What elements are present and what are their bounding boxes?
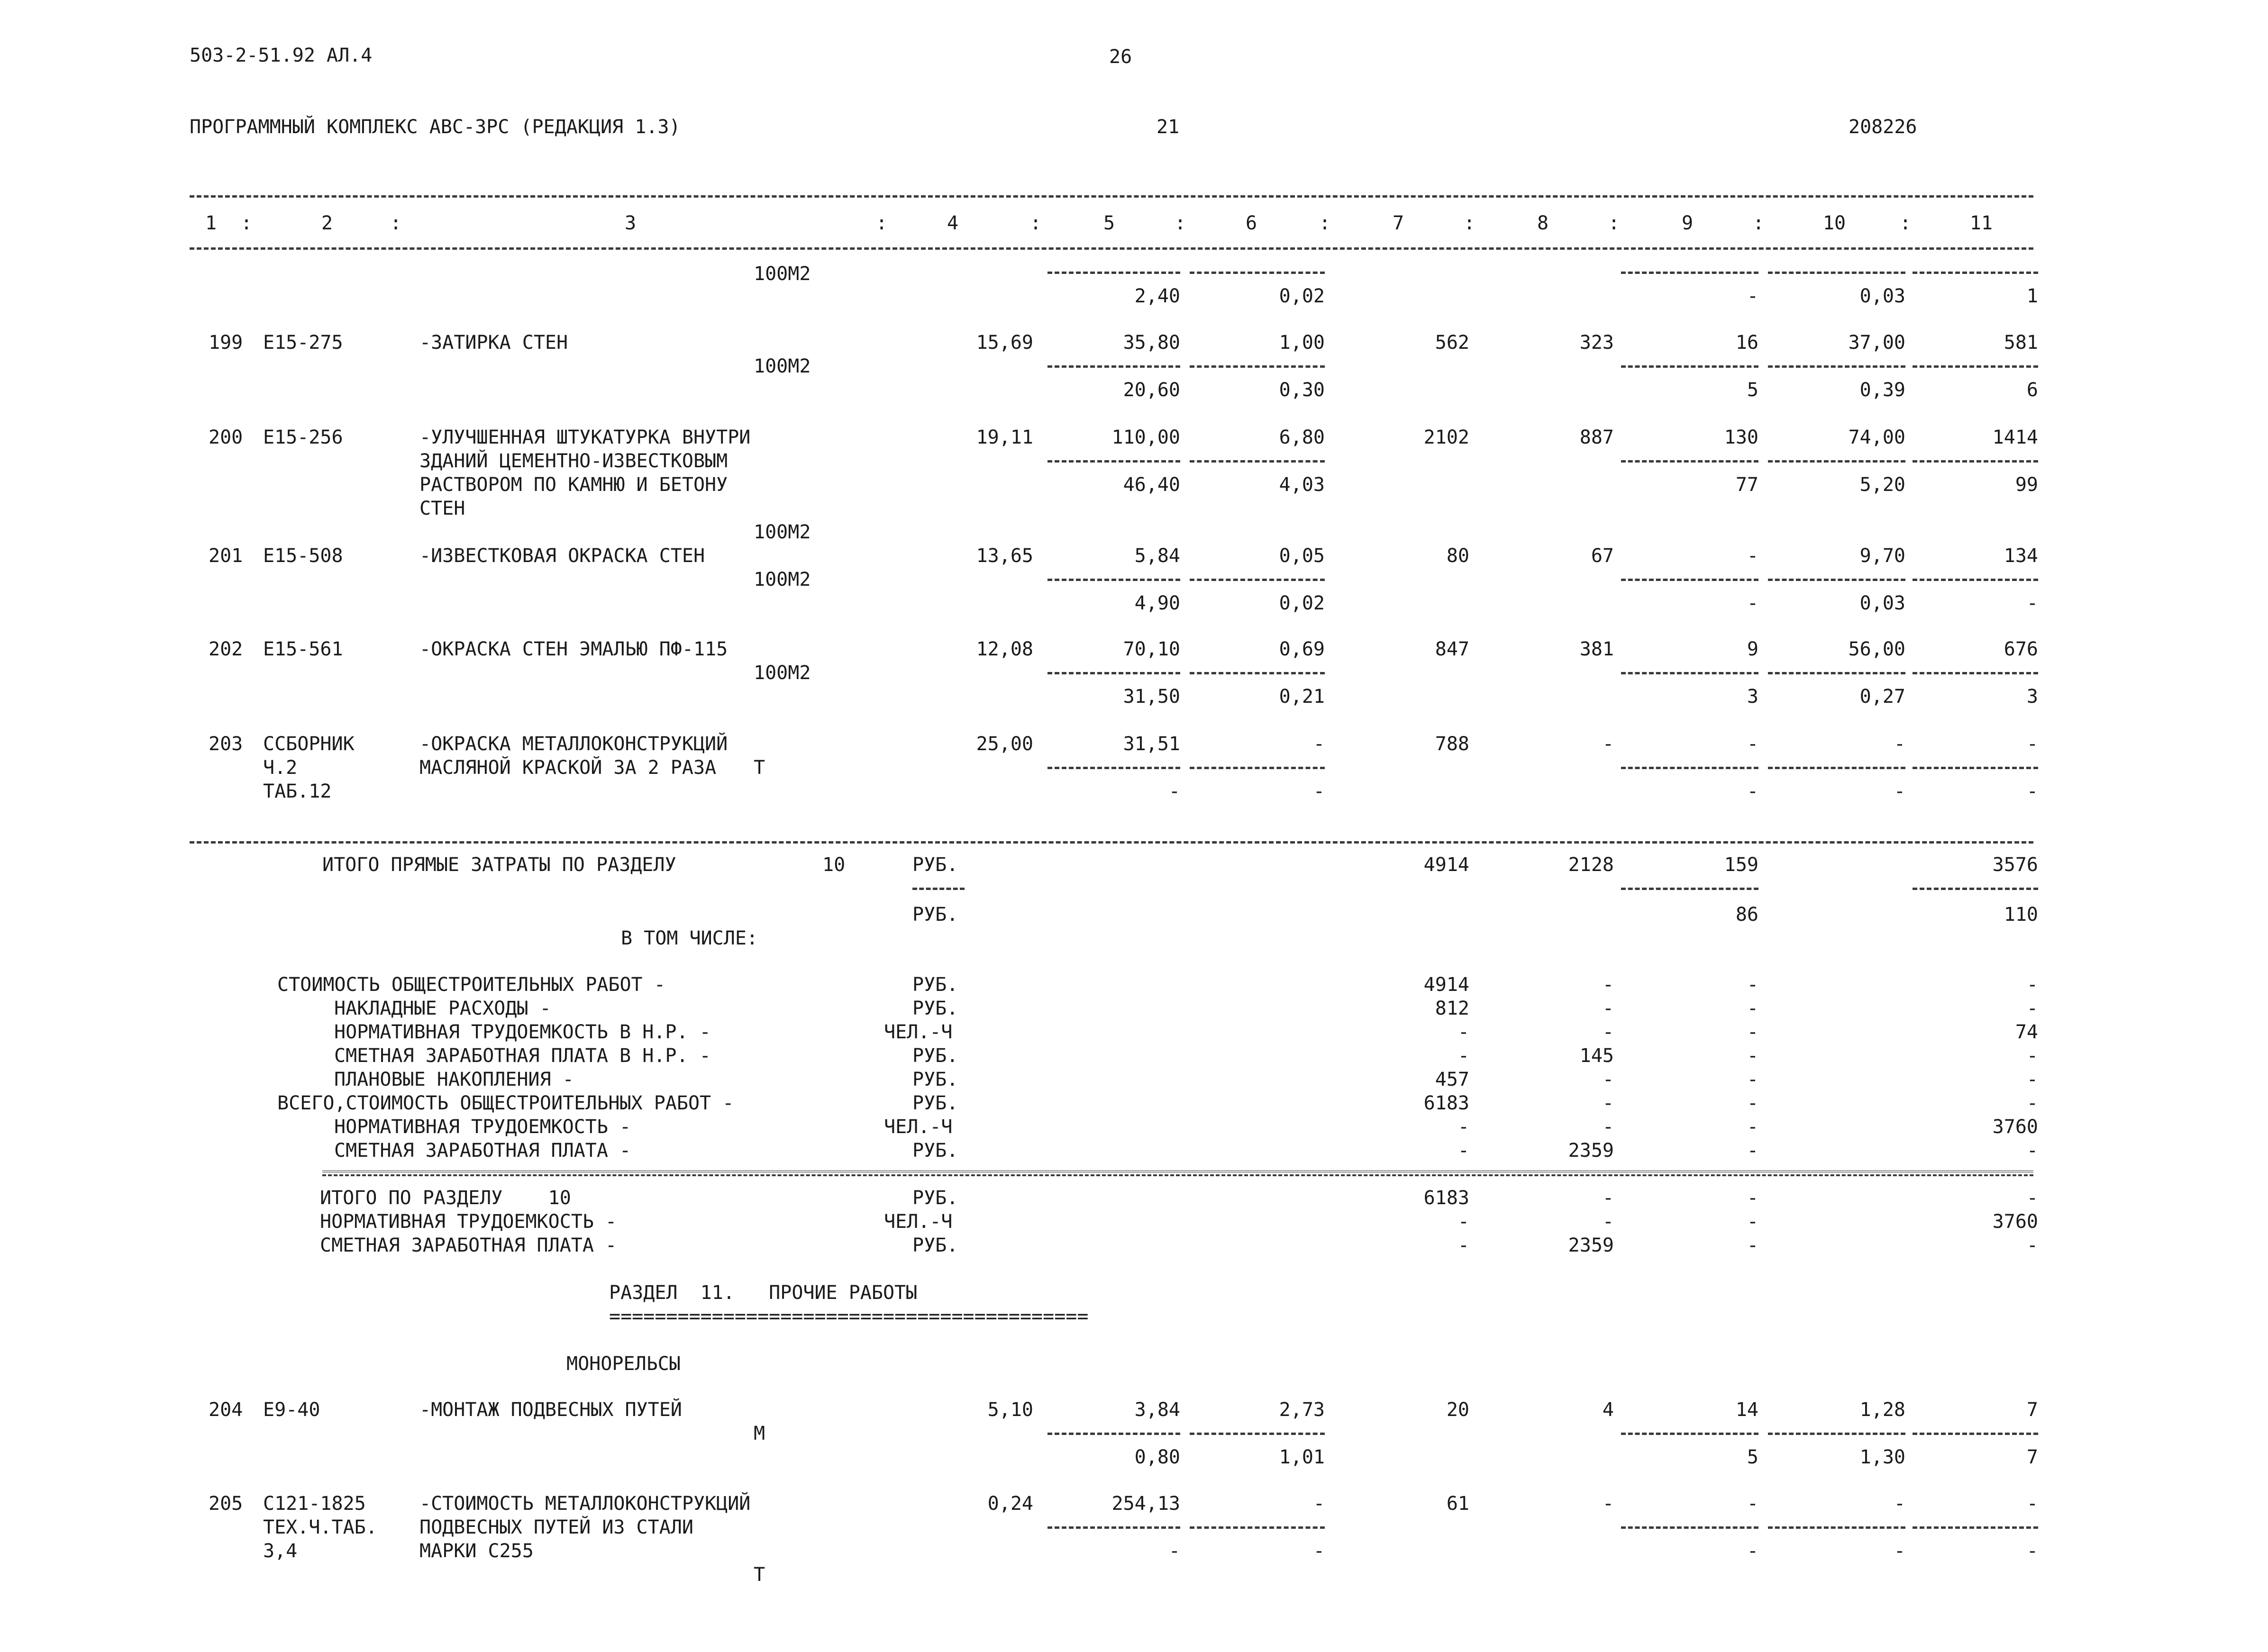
breakdown-label: НОРМАТИВНАЯ ТРУДОЕМКОСТЬ В Н.Р. - [334, 1021, 711, 1043]
breakdown-col8-value: - [1602, 1021, 1614, 1043]
value-divider [1768, 579, 1905, 581]
work-name: МАРКИ С255 [419, 1540, 534, 1562]
col6-lower-value: - [1313, 781, 1325, 802]
value-divider [1047, 365, 1180, 368]
col11-value: - [2026, 1493, 2038, 1515]
col10-value: 37,00 [1848, 332, 1905, 354]
col6-value: - [1313, 1493, 1325, 1515]
value-divider [1047, 1433, 1180, 1435]
col10-lower-value: 0,39 [1859, 379, 1905, 401]
value-divider [1913, 1526, 2038, 1529]
value-divider [1768, 460, 1905, 463]
value-divider [1913, 272, 2038, 274]
rate-code: Е15-508 [263, 545, 343, 567]
total-col7-value: 4914 [1423, 854, 1469, 876]
breakdown-col11-value: - [2026, 1069, 2038, 1090]
col9-value: 130 [1724, 427, 1758, 448]
position-number: 204 [209, 1399, 243, 1421]
col9-value: - [1747, 1493, 1758, 1515]
col11-value: 676 [2004, 638, 2038, 660]
breakdown-label: СМЕТНАЯ ЗАРАБОТНАЯ ПЛАТА - [334, 1140, 631, 1162]
rate-code: ТАБ.12 [263, 781, 332, 802]
work-name: -ОКРАСКА СТЕН ЭМАЛЬЮ ПФ-115 [419, 638, 728, 660]
subsection-title: МОНОРЕЛЬСЫ [566, 1353, 681, 1375]
work-name: ПОДВЕСНЫХ ПУТЕЙ ИЗ СТАЛИ [419, 1516, 693, 1538]
value-divider [1190, 272, 1325, 274]
breakdown-col8-value: - [1602, 1092, 1614, 1114]
col11-lower-value: 1 [2026, 285, 2038, 307]
col6-lower-value: - [1313, 1540, 1325, 1562]
position-number: 202 [209, 638, 243, 660]
section-total-col11-value: 3760 [1992, 1211, 2038, 1233]
value-divider [1913, 579, 2038, 581]
col5-value: 70,10 [1123, 638, 1180, 660]
breakdown-label: СТОИМОСТЬ ОБЩЕСТРОИТЕЛЬНЫХ РАБОТ - [277, 974, 665, 996]
col6-lower-value: 0,30 [1279, 379, 1325, 401]
value-divider [1913, 1433, 2038, 1435]
total-col11-lower-value: 110 [2004, 904, 2038, 926]
unit-label: ЧЕЛ.-Ч [884, 1116, 953, 1138]
section-total-col7-value: - [1457, 1234, 1469, 1256]
section-total-label: НОРМАТИВНАЯ ТРУДОЕМКОСТЬ - [320, 1211, 617, 1233]
rate-code: Е15-256 [263, 427, 343, 448]
value-divider [1913, 767, 2038, 769]
section-total-rule [322, 1171, 2033, 1176]
breakdown-label: СМЕТНАЯ ЗАРАБОТНАЯ ПЛАТА В Н.Р. - [334, 1045, 711, 1067]
quantity-value: 12,08 [976, 638, 1033, 660]
section-total-col11-value: - [2026, 1234, 2038, 1256]
breakdown-label: НАКЛАДНЫЕ РАСХОДЫ - [334, 998, 551, 1019]
col10-value: - [1894, 1493, 1905, 1515]
col6-value: 0,05 [1279, 545, 1325, 567]
work-name: МАСЛЯНОЙ КРАСКОЙ ЗА 2 РАЗА [419, 757, 717, 779]
section-title: РАЗДЕЛ 11. ПРОЧИЕ РАБОТЫ [609, 1282, 918, 1304]
column-number: 3 [624, 212, 637, 234]
value-divider [1768, 365, 1905, 368]
section-total-col9-value: - [1747, 1234, 1758, 1256]
col7-value: 847 [1435, 638, 1469, 660]
total-col11-value: 3576 [1992, 854, 2038, 876]
value-divider [1047, 1526, 1180, 1529]
column-separator: : [1319, 212, 1331, 234]
column-separator: : [1174, 212, 1186, 234]
col6-lower-value: 0,02 [1279, 592, 1325, 614]
col9-lower-value: 77 [1735, 474, 1758, 496]
col8-value: 887 [1579, 427, 1614, 448]
section-total-col11-value: - [2026, 1187, 2038, 1209]
col11-lower-value: 6 [2026, 379, 2038, 401]
col9-lower-value: 5 [1747, 1446, 1758, 1468]
col10-value: 74,00 [1848, 427, 1905, 448]
col6-value: 6,80 [1279, 427, 1325, 448]
rate-code: Е15-561 [263, 638, 343, 660]
col7-value: 562 [1435, 332, 1469, 354]
quantity-value: 19,11 [976, 427, 1033, 448]
col6-lower-value: 0,21 [1279, 686, 1325, 708]
col6-lower-value: 0,02 [1279, 285, 1325, 307]
column-separator: : [390, 212, 402, 234]
work-name: РАСТВОРОМ ПО КАМНЮ И БЕТОНУ [419, 474, 728, 496]
breakdown-col8-value: - [1602, 998, 1614, 1019]
col10-value: 56,00 [1848, 638, 1905, 660]
table-top-rule [190, 195, 2033, 198]
breakdown-col11-value: 3760 [1992, 1116, 2038, 1138]
value-divider [912, 888, 965, 890]
unit-label: РУБ. [912, 974, 958, 996]
unit-label: 100М2 [754, 569, 811, 590]
col5-value: 254,13 [1111, 1493, 1180, 1515]
column-separator: : [1463, 212, 1476, 234]
section-total-label: ИТОГО ПО РАЗДЕЛУ 10 [320, 1187, 571, 1209]
breakdown-col11-value: - [2026, 974, 2038, 996]
col7-value: 80 [1446, 545, 1469, 567]
col10-lower-value: 5,20 [1859, 474, 1905, 496]
breakdown-label: НОРМАТИВНАЯ ТРУДОЕМКОСТЬ - [334, 1116, 631, 1138]
position-number: 199 [209, 332, 243, 354]
col9-value: - [1747, 545, 1758, 567]
col10-lower-value: - [1894, 781, 1905, 802]
column-number: 1 [205, 212, 217, 234]
value-divider [1190, 1526, 1325, 1529]
rate-code: С121-1825 [263, 1493, 366, 1515]
col9-lower-value: - [1747, 592, 1758, 614]
value-divider [1621, 272, 1758, 274]
col9-lower-value: - [1747, 781, 1758, 802]
col6-value: 2,73 [1279, 1399, 1325, 1421]
col9-value: 14 [1735, 1399, 1758, 1421]
col9-lower-value: - [1747, 1540, 1758, 1562]
col8-value: 381 [1579, 638, 1614, 660]
value-divider [1768, 272, 1905, 274]
col5-lower-value: 31,50 [1123, 686, 1180, 708]
unit-label: РУБ. [912, 998, 958, 1019]
value-divider [1913, 672, 2038, 674]
column-number: 8 [1537, 212, 1549, 234]
breakdown-col11-value: - [2026, 1140, 2038, 1162]
breakdown-col9-value: - [1747, 1021, 1758, 1043]
work-name: -ОКРАСКА МЕТАЛЛОКОНСТРУКЦИЙ [419, 733, 728, 755]
column-separator: : [1752, 212, 1765, 234]
quantity-value: 13,65 [976, 545, 1033, 567]
value-divider [1190, 672, 1325, 674]
unit-label: РУБ. [912, 1140, 958, 1162]
position-number: 201 [209, 545, 243, 567]
unit-label: РУБ. [912, 904, 958, 926]
section-total-col8-value: - [1602, 1187, 1614, 1209]
quantity-value: 0,24 [987, 1493, 1033, 1515]
quantity-value: 5,10 [987, 1399, 1033, 1421]
unit-label: РУБ. [912, 1187, 958, 1209]
section-number: 10 [822, 854, 846, 876]
total-direct-label: ИТОГО ПРЯМЫЕ ЗАТРАТЫ ПО РАЗДЕЛУ [322, 854, 676, 876]
section-total-col8-value: - [1602, 1211, 1614, 1233]
col5-lower-value: 0,80 [1134, 1446, 1180, 1468]
column-separator: : [240, 212, 253, 234]
unit-label: Т [754, 757, 765, 779]
col5-lower-value: 46,40 [1123, 474, 1180, 496]
breakdown-col7-value: 4914 [1423, 974, 1469, 996]
rate-code: Е9-40 [263, 1399, 320, 1421]
section-total-col8-value: 2359 [1568, 1234, 1614, 1256]
col6-lower-value: 1,01 [1279, 1446, 1325, 1468]
quantity-value: 15,69 [976, 332, 1033, 354]
value-divider [1621, 888, 1758, 890]
section-total-label: СМЕТНАЯ ЗАРАБОТНАЯ ПЛАТА - [320, 1234, 617, 1256]
col9-lower-value: - [1747, 285, 1758, 307]
col11-lower-value: - [2026, 1540, 2038, 1562]
col8-value: 4 [1602, 1399, 1614, 1421]
value-divider [1621, 1433, 1758, 1435]
breakdown-col7-value: - [1457, 1140, 1469, 1162]
col10-value: 9,70 [1859, 545, 1905, 567]
work-name: -УЛУЧШЕННАЯ ШТУКАТУРКА ВНУТРИ [419, 427, 751, 448]
col10-lower-value: 0,27 [1859, 686, 1905, 708]
value-divider [1768, 1526, 1905, 1529]
col10-lower-value: 1,30 [1859, 1446, 1905, 1468]
col8-value: 67 [1591, 545, 1614, 567]
column-separator: : [1899, 212, 1912, 234]
work-name: -ИЗВЕСТКОВАЯ ОКРАСКА СТЕН [419, 545, 705, 567]
section-total-col7-value: 6183 [1423, 1187, 1469, 1209]
col11-value: 7 [2026, 1399, 2038, 1421]
col10-lower-value: 0,03 [1859, 592, 1905, 614]
work-name: ЗДАНИЙ ЦЕМЕНТНО-ИЗВЕСТКОВЫМ [419, 450, 728, 472]
col11-lower-value: 99 [2015, 474, 2038, 496]
work-name: -СТОИМОСТЬ МЕТАЛЛОКОНСТРУКЦИЙ [419, 1493, 751, 1515]
position-number: 205 [209, 1493, 243, 1515]
breakdown-col9-value: - [1747, 998, 1758, 1019]
unit-label: РУБ. [912, 854, 958, 876]
value-divider [1047, 672, 1180, 674]
breakdown-col7-value: 457 [1435, 1069, 1469, 1090]
breakdown-col8-value: 145 [1579, 1045, 1614, 1067]
col5-value: 31,51 [1123, 733, 1180, 755]
page-number-top: 26 [1109, 46, 1132, 68]
col11-value: 581 [2004, 332, 2038, 354]
unit-label: 100М2 [754, 521, 811, 543]
doc-number: 208226 [1849, 116, 1917, 138]
column-number: 10 [1822, 212, 1846, 234]
rate-code: ТЕХ.Ч.ТАБ. [263, 1516, 377, 1538]
rate-code: Е15-275 [263, 332, 343, 354]
value-divider [1190, 365, 1325, 368]
value-divider [1621, 460, 1758, 463]
unit-label: РУБ. [912, 1069, 958, 1090]
breakdown-col11-value: - [2026, 1045, 2038, 1067]
column-number: 7 [1392, 212, 1404, 234]
col9-lower-value: 5 [1747, 379, 1758, 401]
col6-value: - [1313, 733, 1325, 755]
rate-code: Ч.2 [263, 757, 298, 779]
col11-lower-value: - [2026, 592, 2038, 614]
value-divider [1190, 460, 1325, 463]
value-divider [1913, 888, 2038, 890]
col9-value: 16 [1735, 332, 1758, 354]
col5-lower-value: 4,90 [1134, 592, 1180, 614]
program-title: ПРОГРАММНЫЙ КОМПЛЕКС АВС-3РС (РЕДАКЦИЯ 1.3) [190, 116, 681, 138]
total-col9-lower-value: 86 [1735, 904, 1758, 926]
col5-value: 5,84 [1134, 545, 1180, 567]
column-number: 4 [947, 212, 959, 234]
breakdown-col7-value: - [1457, 1021, 1469, 1043]
unit-label: РУБ. [912, 1234, 958, 1256]
breakdown-col11-value: - [2026, 998, 2038, 1019]
doc-code: 503-2-51.92 АЛ.4 [190, 45, 373, 66]
total-col8-value: 2128 [1568, 854, 1614, 876]
including-label: В ТОМ ЧИСЛЕ: [621, 927, 758, 949]
column-number: 9 [1681, 212, 1694, 234]
value-divider [1190, 579, 1325, 581]
col7-value: 61 [1446, 1493, 1469, 1515]
value-divider [1621, 579, 1758, 581]
col7-value: 788 [1435, 733, 1469, 755]
column-number: 5 [1103, 212, 1115, 234]
value-divider [1768, 767, 1905, 769]
breakdown-col8-value: - [1602, 1069, 1614, 1090]
col5-value: 110,00 [1111, 427, 1180, 448]
col7-value: 20 [1446, 1399, 1469, 1421]
column-separator: : [875, 212, 888, 234]
col10-value: - [1894, 733, 1905, 755]
value-divider [1047, 767, 1180, 769]
col6-lower-value: 4,03 [1279, 474, 1325, 496]
total-col9-value: 159 [1724, 854, 1758, 876]
value-divider [1913, 365, 2038, 368]
col6-value: 0,69 [1279, 638, 1325, 660]
col10-lower-value: 0,03 [1859, 285, 1905, 307]
position-number: 203 [209, 733, 243, 755]
section-title-underline: ========================================== [609, 1306, 1089, 1327]
col9-lower-value: 3 [1747, 686, 1758, 708]
col6-value: 1,00 [1279, 332, 1325, 354]
totals-top-rule [190, 841, 2033, 844]
value-divider [1768, 1433, 1905, 1435]
breakdown-col9-value: - [1747, 1045, 1758, 1067]
value-divider [1621, 672, 1758, 674]
breakdown-col7-value: 6183 [1423, 1092, 1469, 1114]
breakdown-col9-value: - [1747, 974, 1758, 996]
value-divider [1190, 1433, 1325, 1435]
breakdown-col8-value: - [1602, 974, 1614, 996]
column-separator: : [1029, 212, 1042, 234]
value-divider [1621, 767, 1758, 769]
col11-value: 1414 [1992, 427, 2038, 448]
col11-lower-value: 7 [2026, 1446, 2038, 1468]
col11-lower-value: 3 [2026, 686, 2038, 708]
value-divider [1621, 365, 1758, 368]
breakdown-col9-value: - [1747, 1092, 1758, 1114]
column-number: 6 [1245, 212, 1257, 234]
section-total-col9-value: - [1747, 1211, 1758, 1233]
breakdown-col7-value: 812 [1435, 998, 1469, 1019]
section-total-col7-value: - [1457, 1211, 1469, 1233]
breakdown-label: ПЛАНОВЫЕ НАКОПЛЕНИЯ - [334, 1069, 574, 1090]
breakdown-col11-value: 74 [2015, 1021, 2038, 1043]
column-number: 11 [1969, 212, 1993, 234]
col9-value: - [1747, 733, 1758, 755]
breakdown-label: ВСЕГО,СТОИМОСТЬ ОБЩЕСТРОИТЕЛЬНЫХ РАБОТ - [277, 1092, 734, 1114]
unit-label: РУБ. [912, 1092, 958, 1114]
value-divider [1621, 1526, 1758, 1529]
col5-value: 35,80 [1123, 332, 1180, 354]
breakdown-col7-value: - [1457, 1045, 1469, 1067]
value-divider [1190, 767, 1325, 769]
work-name: -ЗАТИРКА СТЕН [419, 332, 568, 354]
col5-lower-value: - [1168, 781, 1180, 802]
work-name: СТЕН [419, 498, 465, 519]
col8-value: 323 [1579, 332, 1614, 354]
header-bottom-rule [190, 247, 2033, 250]
breakdown-col9-value: - [1747, 1140, 1758, 1162]
col11-value: - [2026, 733, 2038, 755]
col7-value: 2102 [1423, 427, 1469, 448]
unit-label: Т [754, 1564, 765, 1586]
work-name: -МОНТАЖ ПОДВЕСНЫХ ПУТЕЙ [419, 1399, 682, 1421]
unit-label: РУБ. [912, 1045, 958, 1067]
unit-label: 100М2 [754, 355, 811, 377]
unit-label: М [754, 1423, 765, 1444]
col5-value: 3,84 [1134, 1399, 1180, 1421]
rate-code: 3,4 [263, 1540, 298, 1562]
col11-value: 134 [2004, 545, 2038, 567]
value-divider [1768, 672, 1905, 674]
col5-lower-value: 20,60 [1123, 379, 1180, 401]
value-divider [1047, 460, 1180, 463]
unit-label: ЧЕЛ.-Ч [884, 1211, 953, 1233]
col10-lower-value: - [1894, 1540, 1905, 1562]
position-number: 200 [209, 427, 243, 448]
breakdown-col8-value: 2359 [1568, 1140, 1614, 1162]
unit-label: 100М2 [754, 662, 811, 684]
breakdown-col8-value: - [1602, 1116, 1614, 1138]
col5-lower-value: 2,40 [1134, 285, 1180, 307]
column-separator: : [1608, 212, 1620, 234]
breakdown-col11-value: - [2026, 1092, 2038, 1114]
value-divider [1047, 272, 1180, 274]
rate-code: ССБОРНИК [263, 733, 355, 755]
unit-label: ЧЕЛ.-Ч [884, 1021, 953, 1043]
page-number-inner: 21 [1157, 116, 1180, 138]
column-number: 2 [321, 212, 333, 234]
breakdown-col7-value: - [1457, 1116, 1469, 1138]
col8-value: - [1602, 733, 1614, 755]
col9-value: 9 [1747, 638, 1758, 660]
value-divider [1047, 579, 1180, 581]
col11-lower-value: - [2026, 781, 2038, 802]
breakdown-col9-value: - [1747, 1069, 1758, 1090]
quantity-value: 25,00 [976, 733, 1033, 755]
col5-lower-value: - [1168, 1540, 1180, 1562]
col8-value: - [1602, 1493, 1614, 1515]
section-total-col9-value: - [1747, 1187, 1758, 1209]
value-divider [1913, 460, 2038, 463]
unit-label: 100М2 [754, 263, 811, 285]
col10-value: 1,28 [1859, 1399, 1905, 1421]
breakdown-col9-value: - [1747, 1116, 1758, 1138]
